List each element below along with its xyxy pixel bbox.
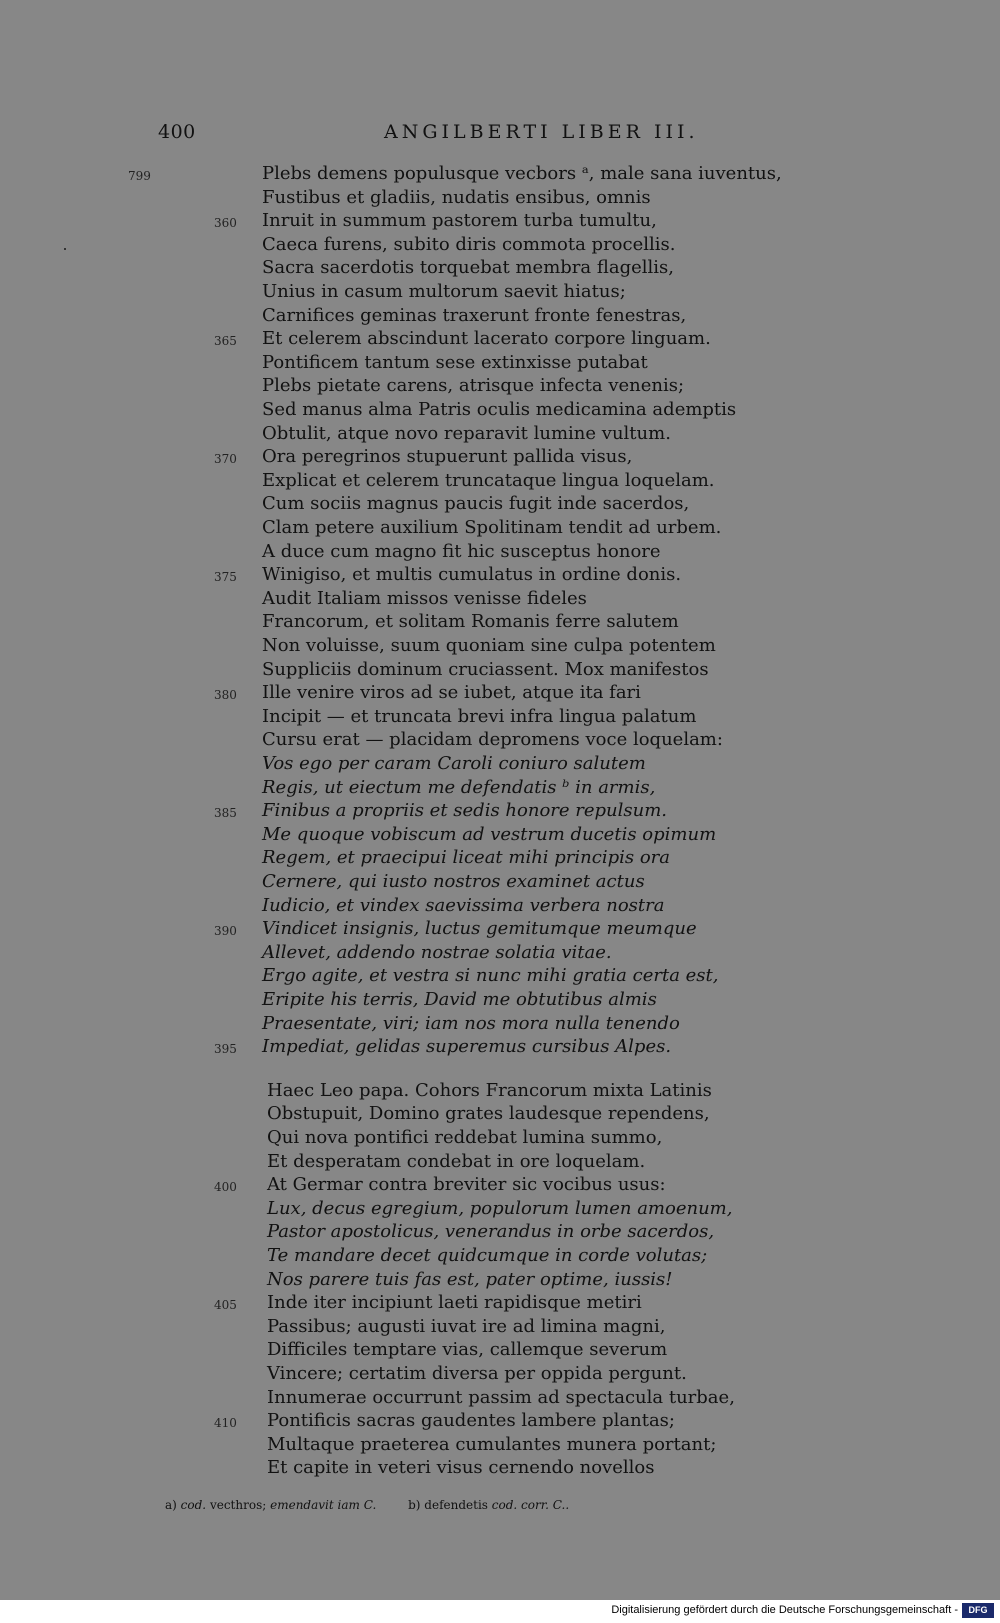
verse-text: Allevet, addendo nostrae solatia vitae.	[262, 941, 612, 963]
poem-line	[0, 327, 1000, 351]
verse-text: Inruit in summum pastorem turba tumultu,	[262, 210, 657, 232]
verse-text: Regem, et praecipui liceat mihi principis ora	[262, 847, 670, 869]
verse-text: Pastor apostolicus, venerandus in orbe sacerdos,	[267, 1221, 715, 1243]
verse-text: Et celerem abscindunt lacerato corpore linguam.	[262, 328, 711, 350]
poem-line	[0, 610, 1000, 634]
poem-line	[0, 681, 1000, 705]
poem-line	[0, 964, 1000, 988]
poem-line	[0, 870, 1000, 894]
verse-text: Pontificem tantum sese extinxisse putabat	[262, 351, 648, 373]
verse-number: 375	[214, 570, 237, 585]
verse-text: Clam petere auxilium Spolitinam tendit ad urbem.	[262, 517, 722, 538]
verse-number: 370	[214, 452, 237, 467]
verse-text: Nos parere tuis fas est, pater optime, iussis!	[267, 1268, 673, 1290]
footnote-b-marker: b)	[408, 1498, 421, 1512]
verse-number: 360	[214, 216, 237, 231]
poem-line	[0, 705, 1000, 729]
funding-credit: Digitalisierung gefördert durch die Deutsche Forschungsgemeinschaft -	[611, 1604, 958, 1616]
verse-text: Sacra sacerdotis torquebat membra flagellis,	[262, 257, 674, 279]
verse-text: Plebs pietate carens, atrisque infecta venenis;	[262, 375, 685, 397]
verse-text: Ora peregrinos stupuerunt pallida visus,	[262, 446, 633, 468]
poem-line	[0, 846, 1000, 870]
poem-line	[0, 1220, 1000, 1244]
poem-line	[0, 469, 1000, 493]
footnotes	[165, 1498, 597, 1512]
poem-line	[0, 587, 1000, 611]
poem-line	[0, 658, 1000, 682]
poem-line	[0, 256, 1000, 280]
dfg-logo: DFG	[962, 1603, 994, 1618]
poem-line	[0, 233, 1000, 257]
poem-line	[0, 1035, 1000, 1059]
digitization-footer	[0, 1600, 1000, 1623]
poem-line	[0, 752, 1000, 776]
verse-text: At Germar contra breviter sic vocibus usus:	[267, 1174, 666, 1196]
verse-text: Caeca furens, subito diris commota procellis.	[262, 233, 676, 255]
verse-text: Unius in casum multorum saevit hiatus;	[262, 281, 626, 302]
verse-text: Lux, decus egregium, populorum lumen amoenum,	[267, 1197, 733, 1219]
verse-text: Cum sociis magnus paucis fugit inde sacerdos,	[262, 493, 690, 515]
verse-text: Innumerae occurrunt passim ad spectacula turbae,	[267, 1386, 735, 1408]
poem-line	[0, 1291, 1000, 1315]
verse-text: Plebs demens populusque vecbors ᵃ, male sana iuventus,	[262, 163, 782, 184]
verse-number: 365	[214, 334, 237, 349]
poem-line	[0, 776, 1000, 800]
verse-text: Regis, ut eiectum me defendatis ᵇ in armis,	[262, 776, 656, 798]
poem-line	[0, 516, 1000, 540]
poem-line	[0, 1338, 1000, 1362]
poem-line	[0, 1315, 1000, 1339]
poem-line	[0, 988, 1000, 1012]
verse-text: Eripite his terris, David me obtutibus almis	[262, 989, 657, 1010]
verse-text: Iudicio, et vindex saevissima verbera nostra	[262, 894, 665, 916]
verse-number: 400	[214, 1180, 237, 1195]
poem-line	[0, 422, 1000, 446]
poem-line	[0, 1433, 1000, 1457]
verse-text: Ergo agite, et vestra si nunc mihi gratia certa est,	[262, 965, 719, 987]
poem-line	[0, 540, 1000, 564]
verse-text: Ille venire viros ad se iubet, atque ita fari	[262, 682, 641, 704]
verse-number: 380	[214, 688, 237, 703]
poem-line	[0, 728, 1000, 752]
verse-text: Sed manus alma Patris oculis medicamina ademptis	[262, 399, 737, 420]
poem-line	[0, 1126, 1000, 1150]
poem-line	[0, 1173, 1000, 1197]
verse-text: Fustibus et gladiis, nudatis ensibus, omnis	[262, 186, 651, 208]
verse-text: Me quoque vobiscum ad vestrum ducetis opimum	[262, 823, 717, 845]
verse-text: Audit Italiam missos venisse fideles	[262, 587, 587, 609]
verse-text: Suppliciis dominum cruciassent. Mox manifestos	[262, 658, 709, 680]
verse-text: Praesentate, viri; iam nos mora nulla tenendo	[262, 1012, 680, 1034]
verse-number: 395	[214, 1042, 237, 1057]
verse-text: Obstupuit, Domino grates laudesque rependens,	[267, 1103, 710, 1125]
verse-text: Qui nova pontifici reddebat lumina summo,	[267, 1127, 663, 1148]
poem-line	[0, 563, 1000, 587]
codex-marginal-number: 799	[128, 169, 151, 183]
footnote-b	[408, 1498, 569, 1512]
poem-line	[0, 1150, 1000, 1174]
poem-line	[0, 445, 1000, 469]
verse-number: 410	[214, 1416, 237, 1431]
footnote-b-text: defendetis	[424, 1498, 488, 1512]
poem-line	[0, 398, 1000, 422]
footnote-b-italic: cod. corr. C..	[491, 1498, 570, 1512]
poem-line	[0, 799, 1000, 823]
verse-text: Finibus a propriis et sedis honore repulsum.	[262, 800, 668, 822]
poem-line	[0, 1012, 1000, 1036]
verse-text: Non voluisse, suum quoniam sine culpa potentem	[262, 635, 716, 656]
verse-text: Winigiso, et multis cumulatus in ordine donis.	[262, 564, 682, 586]
poem-line	[0, 1409, 1000, 1433]
poem-line	[0, 1362, 1000, 1386]
poem-line	[0, 894, 1000, 918]
verse-text: Passibus; augusti iuvat ire ad limina magni,	[267, 1315, 666, 1337]
verse-text: Vindicet insignis, luctus gemitumque meumque	[262, 918, 697, 940]
poem-line	[0, 634, 1000, 658]
poem-line	[0, 186, 1000, 210]
verse-text: Obtulit, atque novo reparavit lumine vultum.	[262, 422, 671, 444]
verse-number: 390	[214, 924, 237, 939]
verse-text: Difficiles temptare vias, callemque severum	[267, 1339, 668, 1361]
poem-line	[0, 917, 1000, 941]
page-number: 400	[158, 121, 196, 143]
verse-text: Cursu erat — placidam depromens voce loquelam:	[262, 729, 723, 751]
poem-line	[0, 280, 1000, 304]
poem-line	[0, 1102, 1000, 1126]
verse-text: Vincere; certatim diversa per oppida pergunt.	[267, 1363, 687, 1384]
verse-text: Multaque praeterea cumulantes munera portant;	[267, 1433, 717, 1455]
verse-text: Et desperatam condebat in ore loquelam.	[267, 1150, 646, 1172]
page-header	[0, 117, 1000, 149]
poem-line	[0, 1197, 1000, 1221]
poem-line	[0, 823, 1000, 847]
verse-text: Cernere, qui iusto nostros examinet actus	[262, 871, 645, 892]
poem-line	[0, 162, 1000, 186]
verse-number: 385	[214, 806, 237, 821]
verse-text: Vos ego per caram Caroli coniuro salutem	[262, 753, 646, 774]
verse-text: Haec Leo papa. Cohors Francorum mixta Latinis	[267, 1079, 712, 1101]
running-head: ANGILBERTI LIBER III.	[384, 121, 699, 143]
poem-line	[0, 209, 1000, 233]
footnote-a-italic-2: emendavit iam C.	[270, 1498, 377, 1512]
poem-line	[0, 492, 1000, 516]
poem-line	[0, 941, 1000, 965]
footnote-a-italic: cod.	[180, 1498, 207, 1512]
verse-text: Et capite in veteri visus cernendo novellos	[267, 1457, 655, 1479]
verse-text: Carnifices geminas traxerunt fronte fenestras,	[262, 304, 687, 326]
poem-line	[0, 1244, 1000, 1268]
verse-number: 405	[214, 1298, 237, 1313]
poem-line	[0, 1268, 1000, 1292]
verse-text: Te mandare decet quidcumque in corde volutas;	[267, 1245, 708, 1266]
verse-text: Pontificis sacras gaudentes lambere plantas;	[267, 1410, 675, 1432]
verse-text: Impediat, gelidas superemus cursibus Alpes.	[262, 1036, 672, 1058]
verse-text: A duce cum magno fit hic susceptus honore	[262, 540, 661, 562]
footnote-a	[165, 1498, 380, 1512]
verse-text: Explicat et celerem truncataque lingua loquelam.	[262, 469, 715, 491]
footnote-a-marker: a)	[165, 1498, 177, 1512]
poem-line	[0, 351, 1000, 375]
poem-line	[0, 304, 1000, 328]
verse-text: Incipit — et truncata brevi infra lingua palatum	[262, 705, 697, 727]
poem-line	[0, 1079, 1000, 1103]
footnote-a-text: vecthros;	[209, 1498, 267, 1512]
poem-line	[0, 374, 1000, 398]
poem-line	[0, 1456, 1000, 1480]
verse-text: Inde iter incipiunt laeti rapidisque metiri	[267, 1292, 642, 1314]
verse-text: Francorum, et solitam Romanis ferre salutem	[262, 611, 679, 633]
poem-line	[0, 1386, 1000, 1410]
